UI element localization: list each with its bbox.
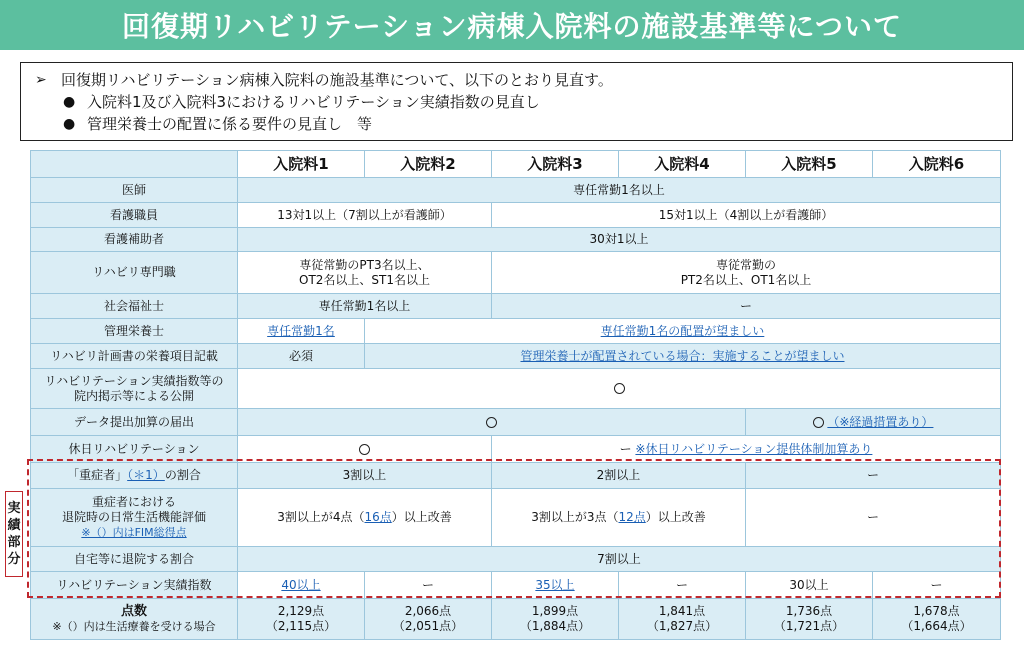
side-label-char: 部 bbox=[7, 535, 21, 550]
table-cell: ー bbox=[619, 572, 746, 599]
cell-line: PT2名以上、OT1名以上 bbox=[680, 272, 812, 287]
summary-bullet bbox=[35, 91, 1000, 113]
row-label: 休日リハビリテーション bbox=[31, 436, 238, 463]
table-cell bbox=[619, 599, 746, 640]
bullet-dot-icon: ● bbox=[63, 94, 76, 110]
table-cell bbox=[238, 319, 365, 344]
side-label-char: 績 bbox=[7, 518, 21, 533]
table-cell bbox=[238, 252, 492, 294]
table-header-row bbox=[31, 151, 1001, 178]
fim-points-link[interactable]: 16点 bbox=[364, 510, 392, 524]
table-cell bbox=[873, 599, 1001, 640]
table-cell bbox=[492, 252, 1001, 294]
table-cell bbox=[238, 572, 365, 599]
points-sub-value: （1,884点） bbox=[519, 619, 591, 633]
table-row bbox=[31, 203, 1001, 228]
row-label bbox=[31, 369, 238, 409]
holiday-addon-link[interactable]: ※休日リハビリテーション提供体制加算あり bbox=[635, 441, 873, 456]
header-cell: 入院料5 bbox=[746, 151, 873, 178]
summary-bullet bbox=[35, 113, 1000, 135]
transition-note-link[interactable]: （※経過措置あり） bbox=[827, 414, 934, 429]
summary-box bbox=[20, 62, 1013, 141]
table-row bbox=[31, 489, 1001, 547]
row-label: リハビリ計画書の栄養項目記載 bbox=[31, 344, 238, 369]
label-line: 退院時の日常生活機能評価 bbox=[61, 510, 206, 524]
table-row bbox=[31, 547, 1001, 572]
table-cell bbox=[492, 599, 619, 640]
table-cell bbox=[746, 599, 873, 640]
table-cell: ー bbox=[365, 572, 492, 599]
row-label: データ提出加算の届出 bbox=[31, 409, 238, 436]
points-sub-value: （2,051点） bbox=[392, 619, 464, 633]
table-cell: ー bbox=[492, 294, 1001, 319]
row-label: 管理栄養士 bbox=[31, 319, 238, 344]
criteria-table bbox=[30, 150, 1001, 640]
table-row bbox=[31, 572, 1001, 599]
row-label: 社会福祉士 bbox=[31, 294, 238, 319]
side-label-char: 分 bbox=[7, 552, 21, 567]
table-cell: 7割以上 bbox=[238, 547, 1001, 572]
cell-text: ）以上改善 bbox=[391, 510, 452, 524]
table-cell bbox=[365, 599, 492, 640]
dash-mark: ー bbox=[619, 441, 632, 456]
label-line: 点数 bbox=[120, 604, 147, 619]
table-cell bbox=[238, 489, 492, 547]
table-row bbox=[31, 409, 1001, 436]
table-cell: ー bbox=[873, 572, 1001, 599]
row-label bbox=[31, 463, 238, 489]
points-sub-value: （2,115点） bbox=[265, 619, 337, 633]
side-label-char: 実 bbox=[7, 501, 21, 516]
rehab-index-link[interactable]: 40以上 bbox=[281, 577, 321, 592]
bullet-dot-icon: ● bbox=[63, 116, 76, 132]
label-line: ※（）内は生活療養を受ける場合 bbox=[52, 620, 216, 633]
table-row bbox=[31, 294, 1001, 319]
table-cell bbox=[238, 599, 365, 640]
circle-mark-icon bbox=[813, 417, 824, 428]
row-label: 看護補助者 bbox=[31, 228, 238, 252]
table-row bbox=[31, 178, 1001, 203]
points-value: 1,678点 bbox=[913, 604, 960, 618]
points-sub-value: （1,721点） bbox=[773, 619, 845, 633]
severe-note-link[interactable]: （＊1） bbox=[127, 468, 165, 482]
circle-mark-icon bbox=[359, 444, 370, 455]
row-label: 医師 bbox=[31, 178, 238, 203]
fim-note-link[interactable]: ※（）内はFIM総得点 bbox=[81, 526, 187, 539]
table-cell: 必須 bbox=[238, 344, 365, 369]
table-cell: 2割以上 bbox=[492, 463, 746, 489]
table-row bbox=[31, 599, 1001, 640]
table-row bbox=[31, 252, 1001, 294]
table-cell: 専任常勤1名以上 bbox=[238, 294, 492, 319]
cell-line: OT2名以上、ST1名以上 bbox=[299, 272, 430, 287]
cell-line: 専従常勤の bbox=[715, 257, 776, 272]
cell-text: 3割以上が4点（ bbox=[277, 510, 365, 524]
label-text: の割合 bbox=[164, 468, 201, 482]
header-cell: 入院料1 bbox=[238, 151, 365, 178]
summary-bullet-text: 管理栄養士の配置に係る要件の見直し 等 bbox=[87, 115, 373, 133]
fim-points-link[interactable]: 12点 bbox=[618, 510, 646, 524]
header-cell: 入院料3 bbox=[492, 151, 619, 178]
table-cell: ー bbox=[746, 489, 1001, 547]
table-cell bbox=[492, 489, 746, 547]
label-line: リハビリテーション実績指数等の bbox=[44, 373, 224, 388]
page-title: 回復期リハビリテーション病棟入院料の施設基準等について bbox=[0, 0, 1024, 50]
nutrition-link[interactable]: 管理栄養士が配置されている場合：実施することが望ましい bbox=[520, 348, 845, 363]
table-row bbox=[31, 319, 1001, 344]
row-label bbox=[31, 489, 238, 547]
points-value: 1,841点 bbox=[658, 604, 706, 618]
table-cell bbox=[238, 369, 1001, 409]
row-label: リハビリテーション実績指数 bbox=[31, 572, 238, 599]
summary-lead bbox=[35, 69, 1000, 91]
cell-text: 3割以上が3点（ bbox=[531, 510, 619, 524]
cell-line: 専従常勤のPT3名以上、 bbox=[299, 257, 430, 272]
table-row bbox=[31, 369, 1001, 409]
table-cell bbox=[238, 409, 746, 436]
table-cell: 15対1以上（4割以上が看護師） bbox=[492, 203, 1001, 228]
row-label: 看護職員 bbox=[31, 203, 238, 228]
label-line: 重症者における bbox=[91, 495, 176, 509]
table-cell: 30対1以上 bbox=[238, 228, 1001, 252]
points-value: 2,129点 bbox=[277, 604, 325, 618]
table-cell: 13対1以上（7割以上が看護師） bbox=[238, 203, 492, 228]
table-cell: 専任常勤1名以上 bbox=[238, 178, 1001, 203]
summary-bullet-text: 入院料1及び入院料3におけるリハビリテーション実績指数の見直し bbox=[87, 93, 540, 111]
circle-mark-icon bbox=[614, 383, 625, 394]
points-value: 1,736点 bbox=[785, 604, 833, 618]
header-corner bbox=[31, 151, 238, 178]
table-cell: 3割以上 bbox=[238, 463, 492, 489]
arrow-bullet-icon: ➢ bbox=[35, 72, 47, 88]
dietitian-link[interactable]: 専任常勤1名の配置が望ましい bbox=[600, 323, 765, 338]
row-label: リハビリ専門職 bbox=[31, 252, 238, 294]
label-text: 「重症者」 bbox=[67, 468, 128, 482]
table-cell bbox=[365, 344, 1001, 369]
table-cell bbox=[746, 409, 1001, 436]
points-value: 1,899点 bbox=[531, 604, 579, 618]
table-cell: 30以上 bbox=[746, 572, 873, 599]
table-cell bbox=[492, 436, 1001, 463]
table-row bbox=[31, 228, 1001, 252]
dietitian-link[interactable]: 専任常勤1名 bbox=[267, 323, 335, 338]
cell-text: ）以上改善 bbox=[645, 510, 706, 524]
rehab-index-link[interactable]: 35以上 bbox=[535, 577, 575, 592]
table-row bbox=[31, 344, 1001, 369]
label-line: 院内掲示等による公開 bbox=[73, 388, 194, 403]
table-cell: ー bbox=[746, 463, 1001, 489]
table-cell bbox=[492, 572, 619, 599]
table-row bbox=[31, 436, 1001, 463]
table-cell bbox=[365, 319, 1001, 344]
row-label: 自宅等に退院する割合 bbox=[31, 547, 238, 572]
performance-section-label bbox=[5, 491, 23, 577]
points-sub-value: （1,664点） bbox=[901, 619, 972, 633]
header-cell: 入院料2 bbox=[365, 151, 492, 178]
header-cell: 入院料4 bbox=[619, 151, 746, 178]
points-value: 2,066点 bbox=[404, 604, 452, 618]
circle-mark-icon bbox=[486, 417, 497, 428]
points-sub-value: （1,827点） bbox=[646, 619, 718, 633]
table-row bbox=[31, 463, 1001, 489]
summary-lead-text: 回復期リハビリテーション病棟入院料の施設基準について、以下のとおり見直す。 bbox=[61, 71, 613, 89]
header-cell: 入院料6 bbox=[873, 151, 1001, 178]
row-label bbox=[31, 599, 238, 640]
table-cell bbox=[238, 436, 492, 463]
